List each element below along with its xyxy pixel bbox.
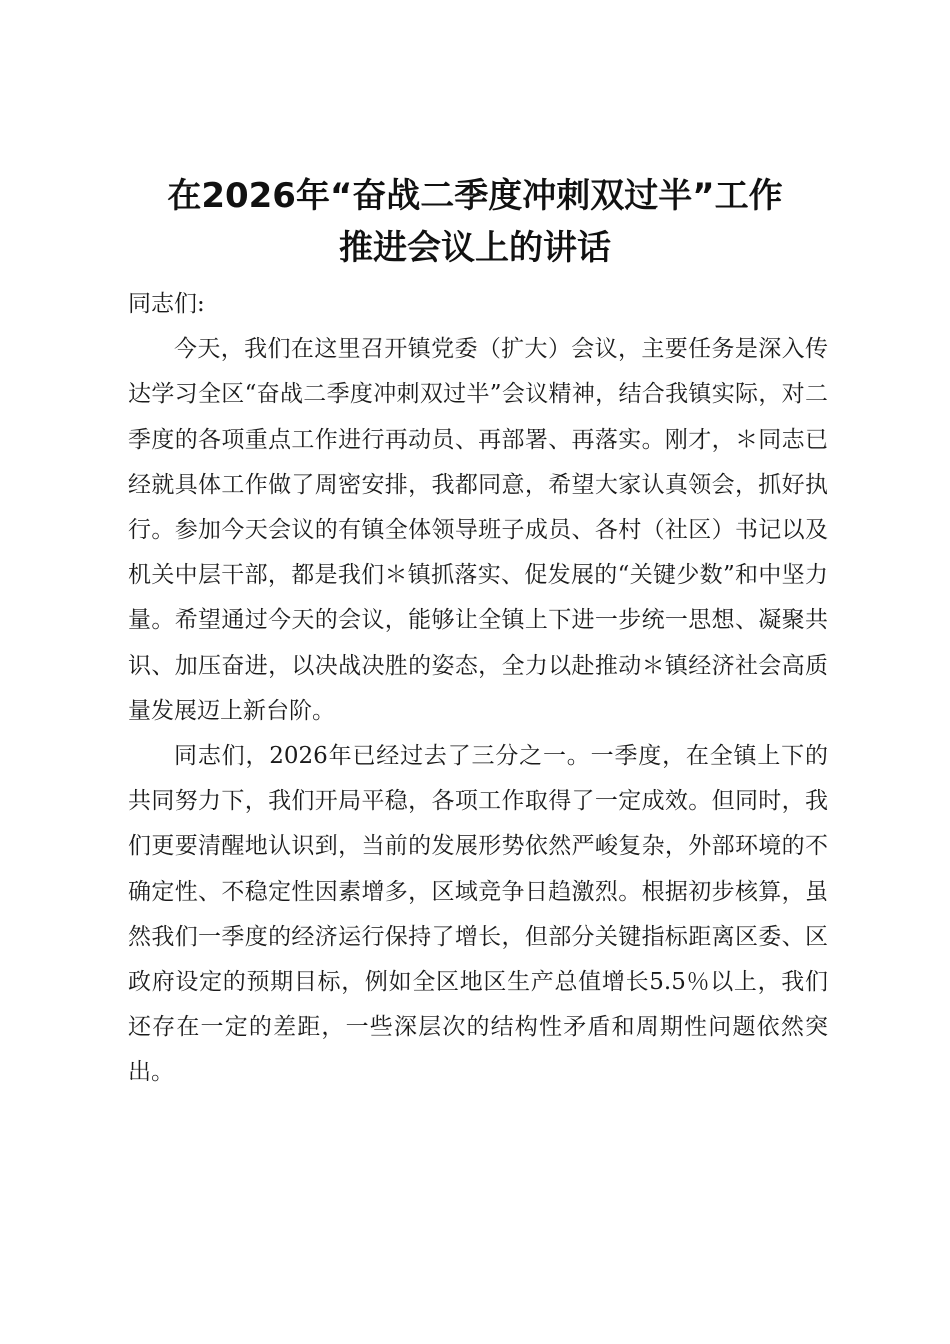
title-line-2: 推进会议上的讲话 xyxy=(339,228,611,268)
paragraph-1: 今天，我们在这里召开镇党委（扩大）会议，主要任务是深入传达学习全区“奋战二季度冲刺双过半”会议精神，结合我镇实际，对二季度的各项重点工作进行再动员、再部署、再落实。刚才，＊同志已经就具体工作做了周密安排，我都同意，希望大家认真领会，抓好执行。参加今天会议的有镇全体领导班子成员、各村（社区）书记以及机关中层干部，都是我们＊镇抓落实、促发展的“关键少数”和中坚力量。希望通过今天的会议，能够让全镇上下进一步统一思想、凝聚共识、加压奋进，以决战决胜的姿态，全力以赴推动＊镇经济社会高质量发展迈上新台阶。 xyxy=(128,336,828,724)
title-line-1: 在2026年“奋战二季度冲刺双过半”工作 xyxy=(167,176,783,216)
document-body xyxy=(128,282,828,1096)
salutation: 同志们: xyxy=(128,291,205,317)
document-title xyxy=(120,170,830,274)
paragraph-2: 同志们，2026年已经过去了三分之一。一季度，在全镇上下的共同努力下，我们开局平稳，各项工作取得了一定成效。但同时，我们更要清醒地认识到，当前的发展形势依然严峻复杂，外部环境的不确定性、不稳定性因素增多，区域竞争日趋激烈。根据初步核算，虽然我们一季度的经济运行保持了增长，但部分关键指标距离区委、区政府设定的预期目标，例如全区地区生产总值增长5.5％以上，我们还存在一定的差距，一些深层次的结构性矛盾和周期性问题依然突出。 xyxy=(128,743,828,1086)
